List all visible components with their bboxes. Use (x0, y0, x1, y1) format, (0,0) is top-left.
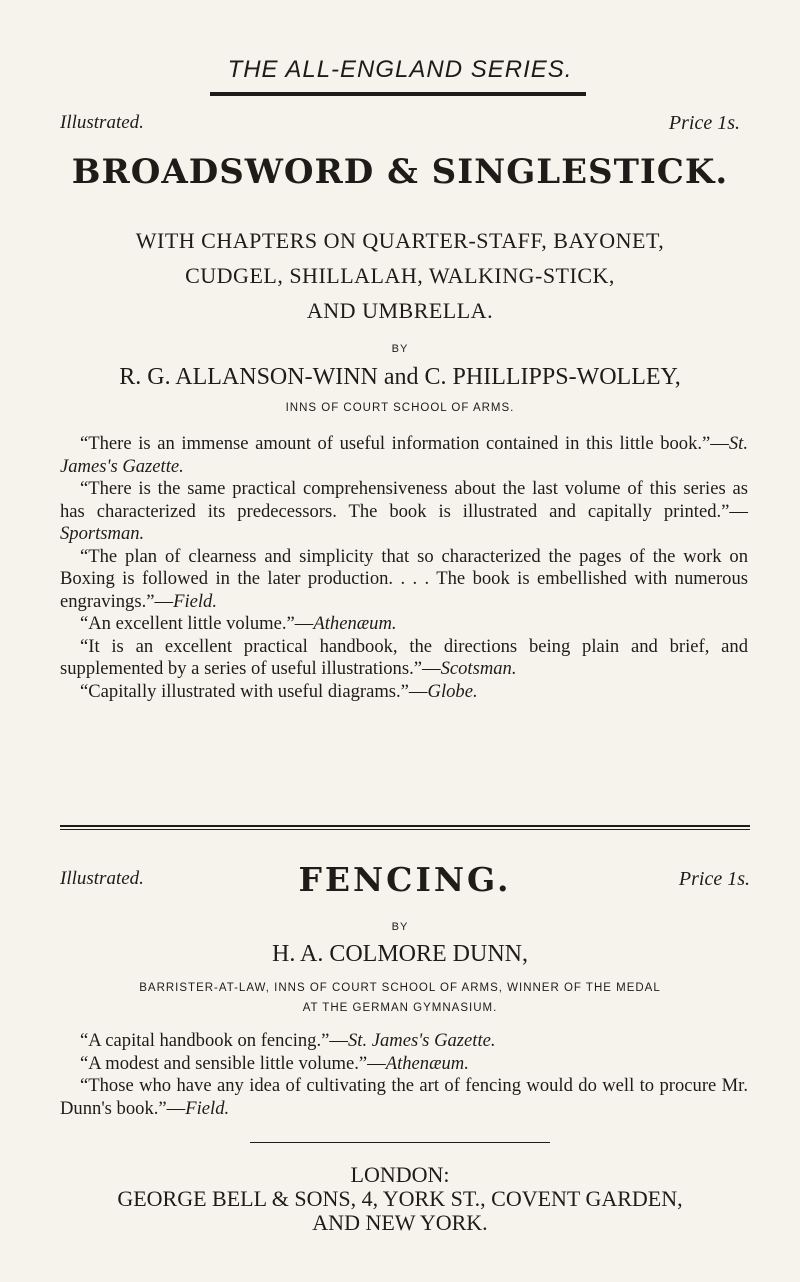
book1-subtitle-line1: WITH CHAPTERS ON QUARTER-STAFF, BAYONET, (135, 228, 665, 253)
book1-illustrated: Illustrated. (60, 112, 144, 133)
book2-by: BY (391, 921, 409, 933)
series-title-underline (210, 92, 586, 96)
book2-affiliation-line1: BARRISTER-AT-LAW, INNS OF COURT SCHOOL OF ARMS, WINNER OF THE MEDAL (139, 982, 661, 994)
imprint-publisher: GEORGE BELL & SONS, 4, YORK ST., COVENT GARDEN, (117, 1186, 683, 1211)
review-source: Athenæum. (313, 613, 397, 634)
review-source: St. James's Gazette. (347, 1030, 496, 1051)
book1-subtitle-line3: AND UMBRELLA. (306, 298, 494, 323)
book1-affiliation: INNS OF COURT SCHOOL OF ARMS. (285, 402, 515, 414)
review-source: Field. (185, 1097, 230, 1119)
book1-review: “It is an excellent practical handbook, the directions being plain and brief, and supplemented by a series of useful illustrations.”—Scotsman. (60, 635, 748, 679)
book1-review: “There is the same practical comprehensiveness about the last volume of this series as has characterized its predecessors. The book is illustrated and capitally printed.”—Sportsman. (60, 478, 748, 544)
book1-price: Price 1s. (668, 112, 740, 134)
book2-review: “A modest and sensible little volume.”—Athenæum. (80, 1052, 469, 1074)
book1-review: “The plan of clearness and simplicity that so characterized the pages of the work on Boxing is followed in the later production. . . . The book is embellished with numerous engravings.”—Field. (60, 545, 748, 612)
series-title: THE ALL-ENGLAND SERIES. (227, 56, 573, 83)
book1-header-row (60, 112, 740, 140)
section-divider (60, 825, 750, 827)
imprint-divider (250, 1142, 550, 1143)
book2-illustrated: Illustrated. (60, 868, 144, 889)
book1-review: “An excellent little volume.”—Athenæum. (80, 613, 397, 634)
book1-title: BROADSWORD & SINGLESTICK. (71, 152, 729, 192)
imprint-city: LONDON: (350, 1162, 450, 1187)
book1-authors: R. G. ALLANSON-WINN and C. PHILLIPPS-WOLLEY, (119, 364, 681, 390)
review-source: Scotsman. (440, 658, 517, 679)
book1-review: “There is an immense amount of useful information contained in this little book.”—St. James's Gazette. (60, 433, 748, 477)
imprint-second-city: AND NEW YORK. (312, 1210, 488, 1235)
book1-subtitle-line2: CUDGEL, SHILLALAH, WALKING-STICK, (185, 263, 615, 288)
book1-reviews (60, 433, 748, 703)
review-source: St. James's Gazette. (60, 433, 748, 477)
review-source: Globe. (427, 680, 478, 702)
review-source: Field. (173, 590, 217, 612)
book2-review: “A capital handbook on fencing.”—St. James's Gazette. (80, 1030, 496, 1051)
book1-by: BY (391, 343, 409, 355)
review-source: Sportsman. (60, 523, 145, 544)
book2-reviews (60, 1030, 748, 1120)
book2-title: FENCING. (298, 860, 512, 899)
section-divider-thin (60, 829, 750, 830)
book2-header-row (60, 860, 750, 900)
book2-review: “Those who have any idea of cultivating the art of fencing would do well to procure Mr. Dunn's book.”—Field. (60, 1075, 748, 1119)
review-source: Athenæum. (385, 1052, 469, 1074)
book2-author: H. A. COLMORE DUNN, (271, 941, 528, 967)
book1-review: “Capitally illustrated with useful diagrams.”—Globe. (80, 680, 478, 702)
book2-price: Price 1s. (678, 868, 750, 890)
book2-affiliation-line2: AT THE GERMAN GYMNASIUM. (302, 1002, 498, 1014)
